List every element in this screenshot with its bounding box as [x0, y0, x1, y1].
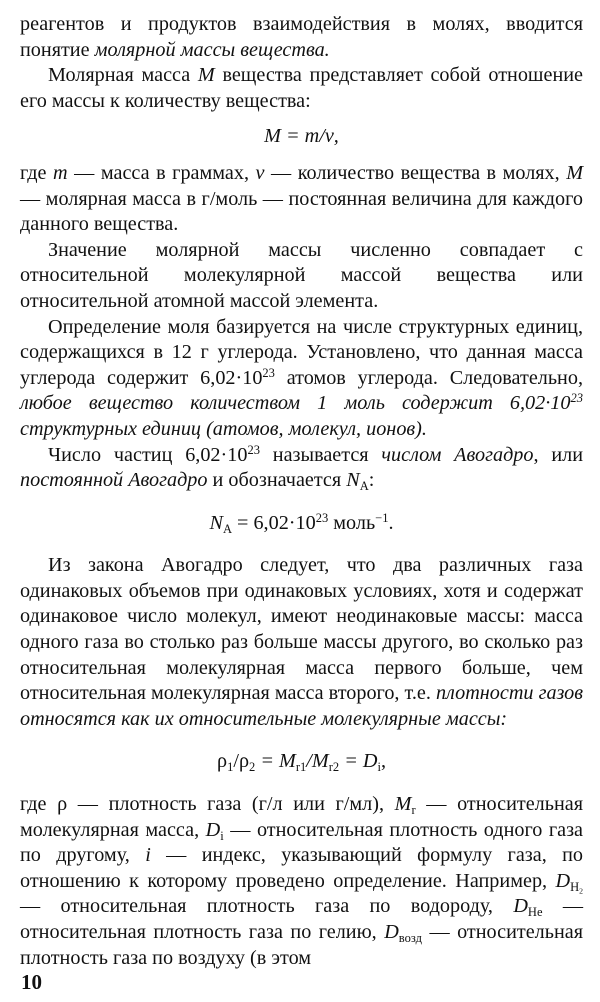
subscript: 2 — [579, 885, 584, 895]
text-run: — относительная плотность одного газа по другому, — [20, 818, 584, 867]
text-run: , — [380, 750, 386, 773]
subscript: A — [222, 521, 232, 536]
text-run: атомов углерода. Следовательно, — [286, 366, 583, 389]
formula-molar-mass: M = m/ν, — [264, 125, 339, 148]
subscript: A — [359, 478, 369, 493]
text-run: где ρ — плотность газа (г/л или г/мл), — [20, 793, 385, 816]
body-text — [20, 12, 583, 971]
formula-density-ratio — [20, 749, 583, 775]
var-N: N — [209, 511, 223, 534]
formula-avogadro — [20, 511, 583, 537]
term-avogadro-constant: постоянной Авогадро — [20, 469, 208, 492]
text-run: Определение моля базируется на числе структурных единиц, содержащихся в 12 г углерода. Установлено, что данная масса углерода содержит 6,02·10 — [20, 315, 583, 389]
unit: моль — [333, 511, 376, 534]
text-run: Из закона Авогадро следует, что два различных газа одинаковых объемов при одинаковых условиях, хотя и содержат одинаковое число молекул, имеют неодинаковые массы: масса одного газа во столько раз больше массы другого, во сколько раз относительная молекулярная масса первого больше, чем относительная молекулярная масса второго, т.е. — [20, 554, 583, 705]
text-run: — количество вещества в молях, — [271, 161, 560, 184]
term-avogadro-number: числом Авогадро — [381, 443, 534, 466]
var-D: D — [384, 921, 399, 943]
paragraph-3 — [20, 161, 583, 238]
var-m: m — [53, 161, 68, 184]
subscript: r1 — [295, 760, 307, 775]
text-run: — относительная плотность газа по гелию, — [20, 895, 584, 943]
paragraph-4 — [20, 238, 583, 315]
exponent: 23 — [315, 510, 329, 525]
subscript: 1 — [227, 760, 234, 775]
text-run: /ρ — [233, 750, 250, 773]
text-run: называется — [272, 443, 369, 466]
text-run: — молярная масса в г/моль — постоянная величина для каждого данного вещества. — [20, 187, 583, 236]
text-run: Число частиц 6,02·10 — [48, 443, 248, 466]
term-molar-mass: молярной массы вещества. — [94, 38, 330, 61]
exponent: 23 — [247, 442, 260, 457]
exponent: 23 — [570, 391, 583, 406]
text-run: — относительная молекулярная масса, — [20, 793, 584, 841]
text-run: ρ — [217, 750, 228, 773]
var-M: M — [566, 161, 584, 184]
subscript: He — [527, 905, 543, 920]
exponent: −1 — [375, 510, 389, 525]
italic-statement: плотности газов относятся как их относительные молекулярные массы: — [20, 682, 584, 730]
italic-statement — [20, 392, 583, 440]
text-run: : — [368, 469, 375, 492]
paragraph-1 — [20, 12, 583, 63]
subscript: возд — [398, 930, 422, 945]
subscript: i — [377, 760, 381, 775]
subscript: r — [411, 802, 416, 817]
subscript: i — [220, 828, 224, 843]
text-run: — индекс, указывающий формулу газа, по отношению к которому проведено определение. Например, — [20, 844, 584, 892]
subscript: r2 — [328, 760, 340, 775]
text-run: реагентов и продуктов взаимодействия в молях, вводится понятие — [20, 13, 583, 61]
var-D: D — [555, 869, 571, 892]
text-run: и обозначается — [212, 469, 342, 492]
var-D: = D — [344, 750, 378, 773]
subscript: 2 — [249, 760, 256, 775]
text-run: любое вещество количеством 1 моль содержит 6,02·10 — [20, 392, 571, 415]
var-M: M — [197, 64, 215, 87]
var-M: = M — [260, 750, 296, 773]
subscript — [570, 880, 583, 894]
text-run: — относительная плотность газа по водороду, — [20, 895, 493, 918]
exponent: 23 — [262, 365, 275, 380]
text-run: — масса в граммах, — [74, 161, 250, 184]
text-run: . — [388, 511, 394, 534]
text-run: структурных единиц (атомов, молекул, ионов). — [20, 417, 427, 440]
paragraph-2 — [20, 63, 583, 114]
paragraph-7 — [20, 553, 583, 732]
text-run: , или — [533, 443, 584, 466]
text-run: Молярная масса — [48, 64, 191, 87]
paragraph-5 — [20, 315, 583, 443]
var-nu: ν — [255, 161, 265, 184]
text-run: — относительная плотность газа по воздуху (в этом — [20, 921, 584, 969]
paragraph-8 — [20, 792, 583, 971]
var-N: N — [346, 469, 360, 492]
text-run: H — [570, 879, 580, 894]
text-run: где — [20, 161, 47, 184]
var-i: i — [145, 844, 151, 867]
text-run: Значение молярной массы численно совпадает с относительной молекулярной массой вещества или относительной атомной массой элемента. — [20, 238, 583, 312]
var-M: M — [394, 793, 412, 816]
var-D: D — [513, 895, 528, 918]
paragraph-6 — [20, 443, 583, 494]
page-number: 10 — [21, 970, 42, 994]
var-D: D — [205, 818, 221, 841]
text-run: = 6,02·10 — [237, 511, 316, 534]
var-M: /M — [306, 750, 329, 773]
text-run: вещества представляет собой отношение его массы к количеству вещества: — [20, 64, 584, 112]
